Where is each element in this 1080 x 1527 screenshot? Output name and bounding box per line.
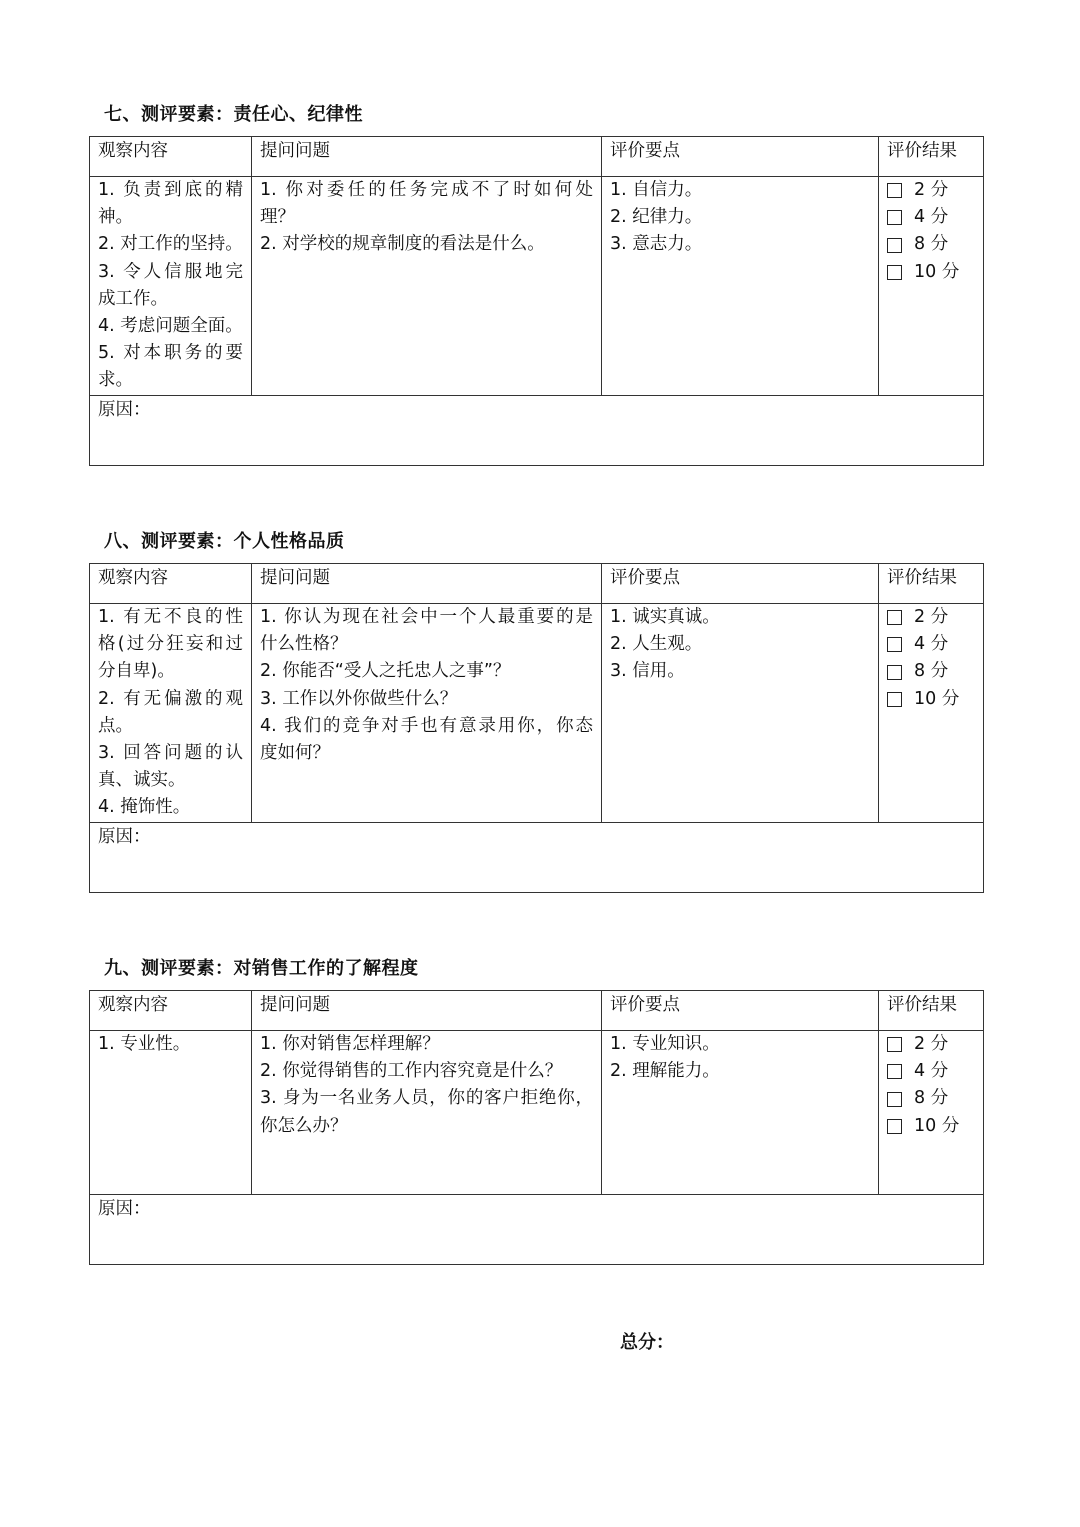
header-result: 评价结果: [879, 991, 984, 1031]
score-option[interactable]: [887, 658, 983, 685]
observe-line: 1. 专业性。: [98, 1034, 191, 1054]
question-line: 什么性格？: [260, 634, 348, 655]
question-line: 1. 你对销售怎样理解？: [260, 1034, 440, 1054]
reason-cell[interactable]: 原因：: [90, 396, 984, 466]
question-line: 3. 身为一名业务人员，你的客户拒绝你，: [260, 1088, 593, 1109]
question-line: 1. 你对委任的任务完成不了时如何处: [260, 180, 593, 200]
observe-cell: [90, 604, 252, 823]
observe-line: 点。: [98, 715, 133, 736]
question-line: 2. 你觉得销售的工作内容究竟是什么？: [260, 1061, 563, 1082]
total-score-label: 总分：: [620, 1332, 674, 1353]
header-points: 评价要点: [602, 137, 879, 177]
score-label: 4 分: [914, 1061, 949, 1082]
score-label: 2 分: [914, 1034, 949, 1054]
checkbox-icon[interactable]: [887, 1092, 902, 1107]
score-option[interactable]: [887, 1113, 983, 1140]
observe-line: 2. 有无偏激的观: [98, 688, 243, 709]
checkbox-icon[interactable]: [887, 665, 902, 680]
observe-cell: [90, 1031, 252, 1195]
header-observe: 观察内容: [90, 991, 252, 1031]
questions-cell: [252, 177, 602, 396]
observe-line: 2. 对工作的坚持。: [98, 234, 243, 255]
score-label: 2 分: [914, 180, 949, 200]
score-label: 10 分: [914, 1115, 960, 1136]
header-observe: 观察内容: [90, 564, 252, 604]
section-title: 七、测评要素：责任心、纪律性: [104, 104, 363, 125]
observe-line: 4. 掩饰性。: [98, 797, 191, 818]
result-cell: [879, 1031, 984, 1195]
observe-line: 成工作。: [98, 288, 168, 309]
point-line: 2. 理解能力。: [610, 1061, 720, 1082]
checkbox-icon[interactable]: [887, 610, 902, 625]
question-line: 4. 我们的竞争对手也有意录用你，你态: [260, 715, 593, 736]
header-questions: 提问问题: [252, 137, 602, 177]
score-label: 8 分: [914, 661, 949, 682]
point-line: 3. 意志力。: [610, 234, 703, 255]
checkbox-icon[interactable]: [887, 1037, 902, 1052]
observe-line: 1. 有无不良的性: [98, 607, 243, 627]
questions-cell: [252, 1031, 602, 1195]
point-line: 3. 信用。: [610, 661, 685, 682]
observe-line: 1. 负责到底的精: [98, 180, 243, 200]
score-option[interactable]: [887, 177, 983, 204]
checkbox-icon[interactable]: [887, 210, 902, 225]
checkbox-icon[interactable]: [887, 1119, 902, 1134]
checkbox-icon[interactable]: [887, 183, 902, 198]
reason-cell[interactable]: 原因：: [90, 823, 984, 893]
observe-line: 4. 考虑问题全面。: [98, 316, 243, 337]
score-label: 10 分: [914, 261, 960, 282]
header-points: 评价要点: [602, 991, 879, 1031]
question-line: 理？: [260, 207, 295, 228]
question-line: 2. 对学校的规章制度的看法是什么。: [260, 234, 545, 255]
observe-cell: [90, 177, 252, 396]
result-cell: [879, 177, 984, 396]
reason-cell[interactable]: 原因：: [90, 1195, 984, 1265]
question-line: 3. 工作以外你做些什么？: [260, 688, 458, 709]
header-observe: 观察内容: [90, 137, 252, 177]
question-line: 2. 你能否“受人之托忠人之事”？: [260, 661, 511, 682]
score-option[interactable]: [887, 231, 983, 258]
score-option[interactable]: [887, 1031, 983, 1058]
point-line: 1. 自信力。: [610, 180, 703, 200]
score-label: 4 分: [914, 207, 949, 228]
question-line: 度如何？: [260, 743, 330, 764]
score-option[interactable]: [887, 686, 983, 713]
score-option[interactable]: [887, 1058, 983, 1085]
question-line: 1. 你认为现在社会中一个人最重要的是: [260, 607, 593, 627]
evaluation-table: [89, 136, 984, 466]
score-option[interactable]: [887, 631, 983, 658]
score-option[interactable]: [887, 1085, 983, 1112]
observe-line: 神。: [98, 207, 133, 228]
point-line: 2. 人生观。: [610, 634, 703, 655]
point-line: 1. 诚实真诚。: [610, 607, 720, 627]
score-label: 8 分: [914, 234, 949, 255]
score-label: 2 分: [914, 607, 949, 627]
score-option[interactable]: [887, 204, 983, 231]
section-title: 八、测评要素：个人性格品质: [104, 531, 345, 552]
header-points: 评价要点: [602, 564, 879, 604]
checkbox-icon[interactable]: [887, 692, 902, 707]
question-line: 你怎么办？: [260, 1115, 348, 1136]
score-label: 8 分: [914, 1088, 949, 1109]
questions-cell: [252, 604, 602, 823]
header-result: 评价结果: [879, 137, 984, 177]
point-line: 2. 纪律力。: [610, 207, 703, 228]
points-cell: [602, 1031, 879, 1195]
score-option[interactable]: [887, 604, 983, 631]
observe-line: 分自卑)。: [98, 661, 175, 682]
result-cell: [879, 604, 984, 823]
score-label: 4 分: [914, 634, 949, 655]
section-title: 九、测评要素：对销售工作的了解程度: [104, 958, 419, 979]
observe-line: 3. 令人信服地完: [98, 261, 243, 282]
observe-line: 5. 对本职务的要: [98, 343, 243, 364]
checkbox-icon[interactable]: [887, 265, 902, 280]
score-label: 10 分: [914, 688, 960, 709]
point-line: 1. 专业知识。: [610, 1034, 720, 1054]
points-cell: [602, 604, 879, 823]
header-questions: 提问问题: [252, 564, 602, 604]
observe-line: 格(过分狂妄和过: [98, 634, 243, 655]
header-result: 评价结果: [879, 564, 984, 604]
checkbox-icon[interactable]: [887, 238, 902, 253]
score-option[interactable]: [887, 259, 983, 286]
points-cell: [602, 177, 879, 396]
checkbox-icon[interactable]: [887, 637, 902, 652]
observe-line: 求。: [98, 370, 133, 391]
observe-line: 3. 回答问题的认: [98, 743, 243, 764]
evaluation-table: [89, 990, 984, 1265]
checkbox-icon[interactable]: [887, 1064, 902, 1079]
evaluation-table: [89, 563, 984, 893]
header-questions: 提问问题: [252, 991, 602, 1031]
observe-line: 真、诚实。: [98, 770, 186, 791]
